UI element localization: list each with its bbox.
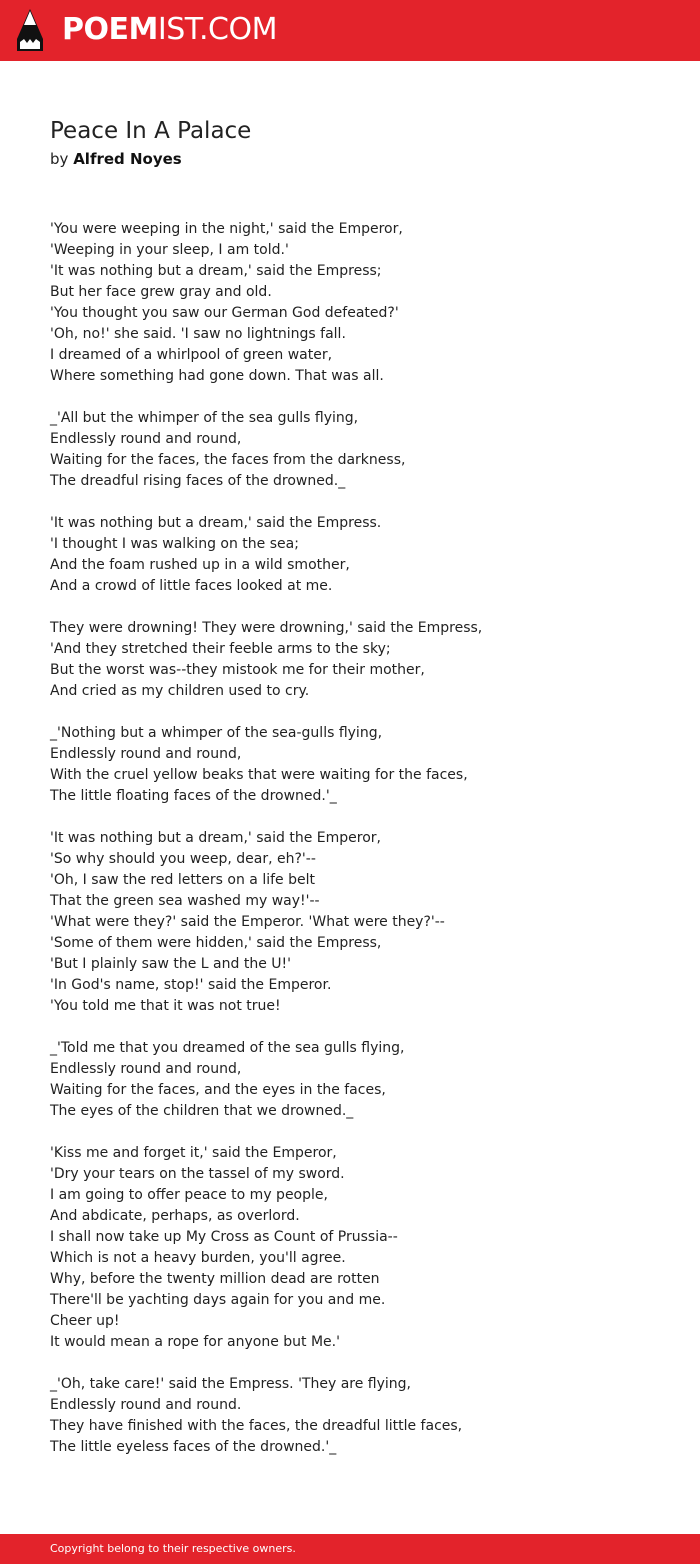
stanza	[50, 513, 670, 597]
poem-line: Waiting for the faces, and the eyes in the faces,	[50, 1082, 386, 1098]
stanza	[50, 618, 670, 702]
poem-line: The dreadful rising faces of the drowned._	[50, 473, 346, 489]
poem-line: 'So why should you weep, dear, eh?'--	[50, 851, 316, 867]
stanza	[50, 1143, 670, 1353]
poem-line: 'It was nothing but a dream,' said the Empress;	[50, 263, 382, 279]
poem-line: I am going to offer peace to my people,	[50, 1187, 328, 1203]
poem-line: _'All but the whimper of the sea gulls flying,	[50, 410, 359, 426]
poem-line: With the cruel yellow beaks that were waiting for the faces,	[50, 767, 468, 783]
poem-line: But her face grew gray and old.	[50, 284, 272, 300]
author-name[interactable]: Alfred Noyes	[73, 150, 182, 168]
stanza	[50, 219, 670, 387]
poem-line: And abdicate, perhaps, as overlord.	[50, 1208, 300, 1224]
poem-line: I shall now take up My Cross as Count of Prussia--	[50, 1229, 398, 1245]
poem-line: Cheer up!	[50, 1313, 120, 1329]
poem-line: 'Weeping in your sleep, I am told.'	[50, 242, 289, 258]
poem-line: They were drowning! They were drowning,' said the Empress,	[50, 620, 483, 636]
poem-line: And a crowd of little faces looked at me.	[50, 578, 333, 594]
poem-line: _'Told me that you dreamed of the sea gulls flying,	[50, 1040, 405, 1056]
poem-line: 'In God's name, stop!' said the Emperor.	[50, 977, 332, 993]
stanza	[50, 1038, 670, 1122]
poem-line: 'It was nothing but a dream,' said the Empress.	[50, 515, 382, 531]
poem-line: 'You were weeping in the night,' said the Emperor,	[50, 221, 403, 237]
poem-line: The eyes of the children that we drowned._	[50, 1103, 354, 1119]
stanza	[50, 408, 670, 492]
poem-line: It would mean a rope for anyone but Me.'	[50, 1334, 340, 1350]
poem-line: Where something had gone down. That was all.	[50, 368, 384, 384]
logo-bold: POEM	[62, 12, 158, 47]
stanza	[50, 1374, 670, 1458]
poem-line: 'Oh, I saw the red letters on a life belt	[50, 872, 315, 888]
logo-light: IST.COM	[157, 12, 277, 47]
poem-line: But the worst was--they mistook me for their mother,	[50, 662, 425, 678]
poem-line: 'Dry your tears on the tassel of my sword.	[50, 1166, 345, 1182]
poem-line: Waiting for the faces, the faces from the darkness,	[50, 452, 406, 468]
poem-line: 'And they stretched their feeble arms to the sky;	[50, 641, 391, 657]
poem-line: 'It was nothing but a dream,' said the Emperor,	[50, 830, 381, 846]
poem-line: 'Kiss me and forget it,' said the Emperor,	[50, 1145, 337, 1161]
pencil-logo-icon[interactable]	[17, 9, 43, 51]
site-footer	[0, 1534, 700, 1564]
poem-line: They have finished with the faces, the dreadful little faces,	[50, 1418, 463, 1434]
poem-title: Peace In A Palace	[50, 118, 252, 144]
poem-line: And cried as my children used to cry.	[50, 683, 310, 699]
poem-line: Endlessly round and round,	[50, 1061, 242, 1077]
poem-line: That the green sea washed my way!'--	[50, 893, 320, 909]
poem-line: Why, before the twenty million dead are rotten	[50, 1271, 380, 1287]
poem-line: Endlessly round and round,	[50, 431, 242, 447]
stanza	[50, 828, 670, 1017]
poem-line: 'You told me that it was not true!	[50, 998, 281, 1014]
poem-line: _'Oh, take care!' said the Empress. 'They are flying,	[50, 1376, 411, 1392]
site-header	[0, 0, 700, 61]
poem-body	[50, 219, 670, 1479]
poem-line: Endlessly round and round.	[50, 1397, 242, 1413]
poem-line: And the foam rushed up in a wild smother,	[50, 557, 350, 573]
site-logo[interactable]	[62, 13, 277, 47]
stanza	[50, 723, 670, 807]
poem-line: 'But I plainly saw the L and the U!'	[50, 956, 291, 972]
poem-line: 'You thought you saw our German God defeated?'	[50, 305, 399, 321]
poem-line: 'I thought I was walking on the sea;	[50, 536, 299, 552]
by-label: by	[50, 150, 69, 168]
poem-line: I dreamed of a whirlpool of green water,	[50, 347, 333, 363]
poem-line: 'Oh, no!' she said. 'I saw no lightnings fall.	[50, 326, 346, 342]
poem-line: _'Nothing but a whimper of the sea-gulls flying,	[50, 725, 383, 741]
copyright-text: Copyright belong to their respective owners.	[50, 1542, 296, 1555]
poem-line: 'What were they?' said the Emperor. 'What were they?'--	[50, 914, 445, 930]
poem-line: There'll be yachting days again for you and me.	[50, 1292, 386, 1308]
poem-line: The little eyeless faces of the drowned.'_	[50, 1439, 337, 1455]
poem-line: Which is not a heavy burden, you'll agree.	[50, 1250, 346, 1266]
poem-line: 'Some of them were hidden,' said the Empress,	[50, 935, 382, 951]
poem-line: Endlessly round and round,	[50, 746, 242, 762]
byline	[50, 149, 182, 169]
poem-line: The little floating faces of the drowned.'_	[50, 788, 337, 804]
